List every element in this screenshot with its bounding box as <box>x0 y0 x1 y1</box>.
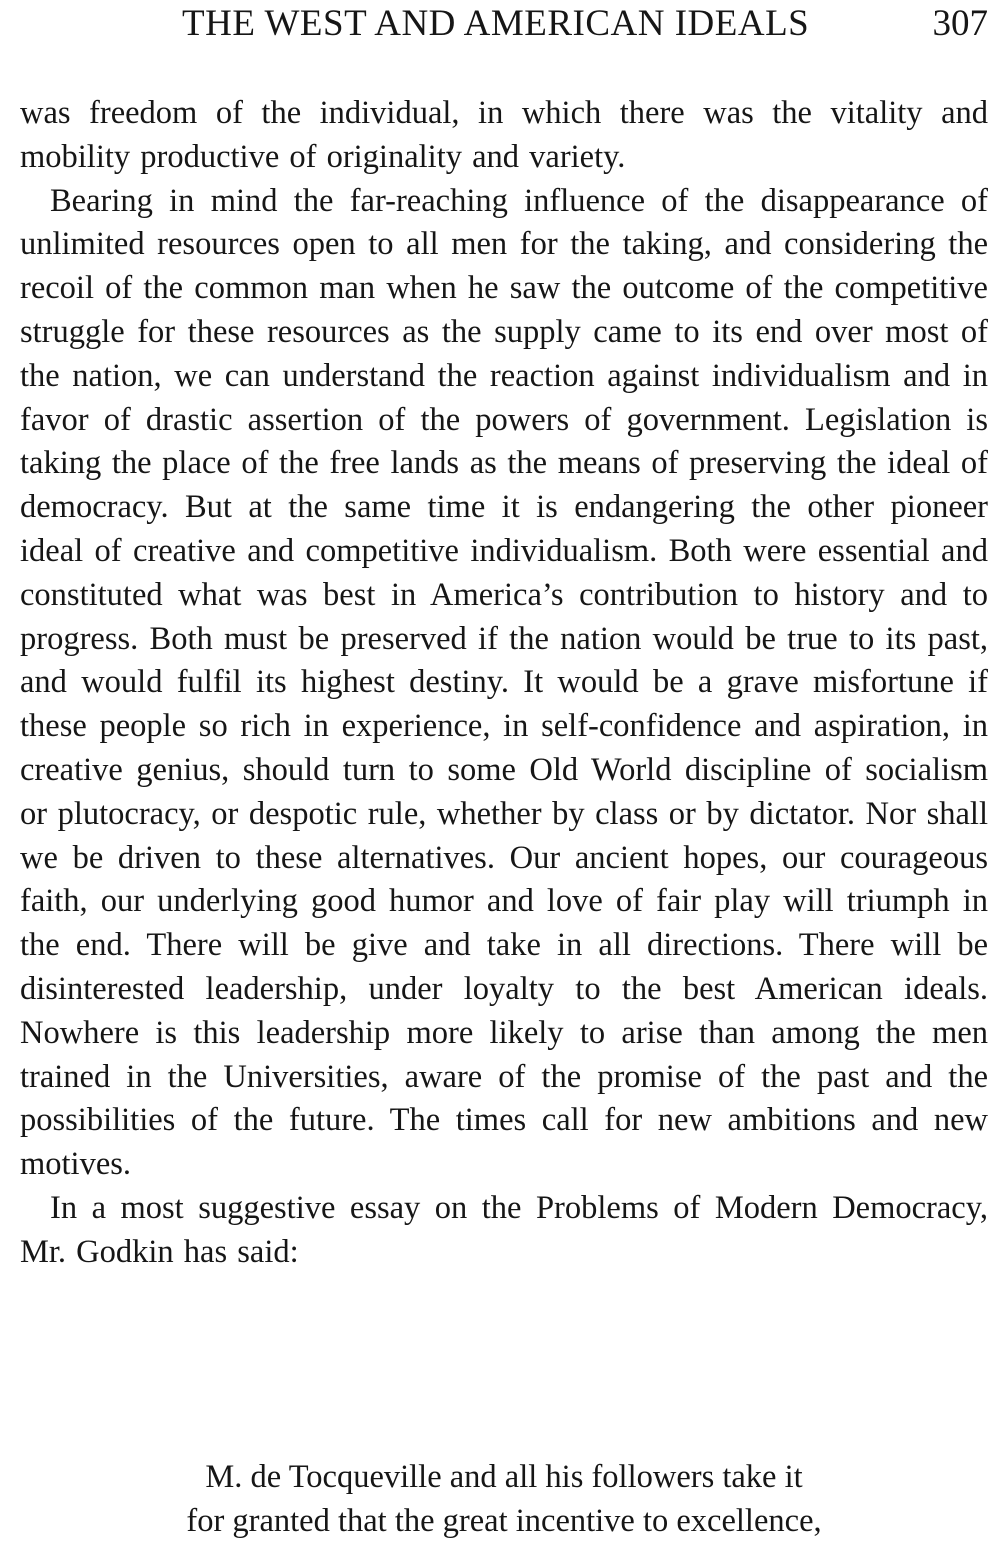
book-page <box>20 0 988 1550</box>
paragraph-main: Bearing in mind the far-reaching influence of the disappearance of unlimited resources open to all men for the taking, and considering the recoil of the common man when he saw the outcome of the competitive struggle for these resources as the supply came to its end over most of the nation, we can understand the reaction against individualism and in favor of drastic assertion of the powers of government. Legislation is taking the place of the free lands as the means of preserving the ideal of democracy. But at the same time it is endangering the other pioneer ideal of creative and competitive individualism. Both were essential and constituted what was best in America’s contribution to history and to progress. Both must be preserved if the nation would be true to its past, and would fulfil its highest destiny. It would be a grave misfortune if these people so rich in experience, in self-confidence and aspiration, in creative genius, should turn to some Old World discipline of socialism or plutocracy, or despotic rule, whether by class or by dictator. Nor shall we be driven to these alternatives. Our ancient hopes, our courageous faith, our underlying good humor and love of fair play will triumph in the end. There will be give and take in all directions. There will be disinterested leadership, under loyalty to the best American ideals. Nowhere is this leadership more likely to arise than among the men trained in the Universities, aware of the promise of the past and the possibilities of the future. The times call for new ambitions and new motives. <box>20 182 988 1183</box>
block-quote <box>20 1455 988 1543</box>
paragraph-continuation: was freedom of the individual, in which there was the vitality and mobility productive of originality and variety. <box>20 95 988 175</box>
quote-line: M. de Tocqueville and all his followers take it <box>205 1459 803 1495</box>
page-number: 307 <box>932 3 988 44</box>
running-title: THE WEST AND AMERICAN IDEALS <box>182 3 810 44</box>
body-text <box>20 92 988 1275</box>
paragraph-godkin-intro: In a most suggestive essay on the Problems of Modern Democracy, Mr. Godkin has said: <box>20 1189 988 1270</box>
quote-line: for granted that the great incentive to excellence, <box>186 1503 822 1539</box>
running-header <box>20 0 988 56</box>
